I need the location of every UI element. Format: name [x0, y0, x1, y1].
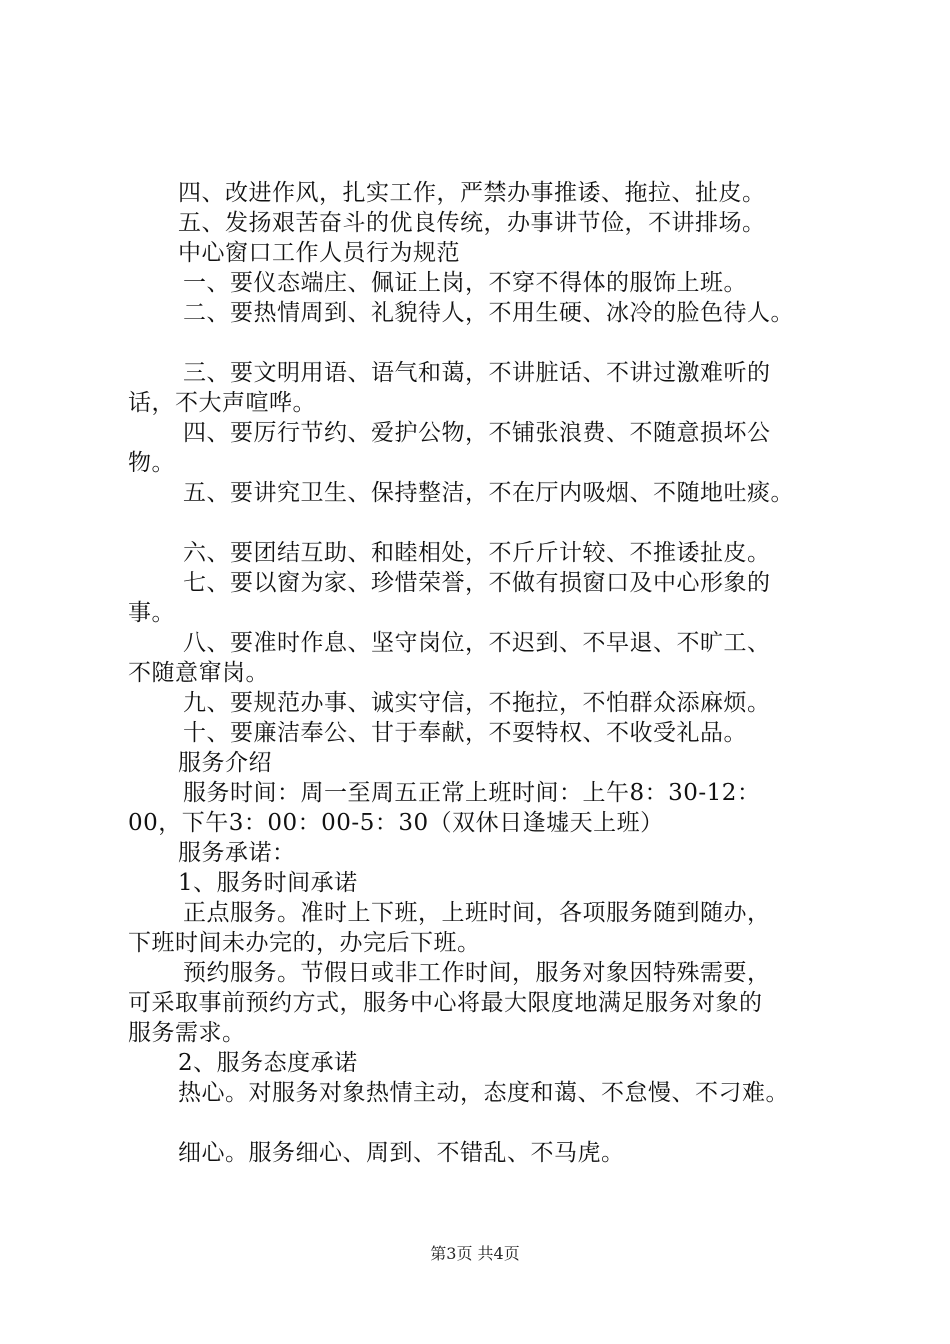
paragraph-line: 十、要廉洁奉公、甘于奉献，不耍特权、不收受礼品。: [183, 720, 747, 746]
paragraph-line: 细心。服务细心、周到、不错乱、不马虎。: [178, 1140, 625, 1166]
paragraph-line: 六、要团结互助、和睦相处，不斤斤计较、不推诿扯皮。: [183, 540, 771, 566]
blank-line: [128, 328, 848, 358]
paragraph-line: 物。: [128, 450, 175, 476]
paragraph-line: 服务时间：周一至周五正常上班时间：上午8：30-12：: [183, 780, 761, 806]
section-heading: 服务承诺：: [178, 840, 296, 866]
paragraph-line: 话，不大声喧哗。: [128, 390, 316, 416]
paragraph-line: 可采取事前预约方式，服务中心将最大限度地满足服务对象的: [128, 990, 763, 1016]
paragraph-line: 不随意窜岗。: [128, 660, 269, 686]
paragraph-line: 事。: [128, 600, 175, 626]
paragraph-line: 八、要准时作息、坚守岗位，不迟到、不早退、不旷工、: [183, 630, 771, 656]
page-number-footer: 第3页 共4页: [430, 1244, 520, 1263]
paragraph-line: 下班时间未办完的，办完后下班。: [128, 930, 481, 956]
section-heading: 中心窗口工作人员行为规范: [178, 240, 460, 266]
paragraph-line: 热心。对服务对象热情主动，态度和蔼、不怠慢、不刁难。: [178, 1080, 789, 1106]
paragraph-line: 四、改进作风，扎实工作，严禁办事推诿、拖拉、扯皮。: [178, 180, 766, 206]
blank-line: [128, 1108, 848, 1138]
subsection-heading: 2、服务态度承诺: [178, 1050, 358, 1076]
paragraph-line: 预约服务。节假日或非工作时间，服务对象因特殊需要，: [183, 960, 771, 986]
section-heading: 服务介绍: [178, 750, 272, 776]
paragraph-line: 一、要仪态端庄、佩证上岗，不穿不得体的服饰上班。: [183, 270, 747, 296]
paragraph-line: 服务需求。: [128, 1020, 246, 1046]
blank-line: [128, 508, 848, 538]
paragraph-line: 五、发扬艰苦奋斗的优良传统，办事讲节俭，不讲排场。: [178, 210, 766, 236]
subsection-heading: 1、服务时间承诺: [178, 870, 358, 896]
paragraph-line: 四、要厉行节约、爱护公物，不铺张浪费、不随意损坏公: [183, 420, 771, 446]
paragraph-line: 七、要以窗为家、珍惜荣誉，不做有损窗口及中心形象的: [183, 570, 771, 596]
paragraph-line: 正点服务。准时上下班，上班时间，各项服务随到随办，: [183, 900, 771, 926]
paragraph-line: 九、要规范办事、诚实守信，不拖拉，不怕群众添麻烦。: [183, 690, 771, 716]
paragraph-line: 二、要热情周到、礼貌待人，不用生硬、冰冷的脸色待人。: [183, 300, 794, 326]
document-body: [128, 178, 848, 1168]
paragraph-line: 00，下午3：00：00-5：30（双休日逢墟天上班）: [128, 810, 664, 836]
paragraph-line: 三、要文明用语、语气和蔼，不讲脏话、不讲过激难听的: [183, 360, 771, 386]
paragraph-line: 五、要讲究卫生、保持整洁，不在厅内吸烟、不随地吐痰。: [183, 480, 794, 506]
